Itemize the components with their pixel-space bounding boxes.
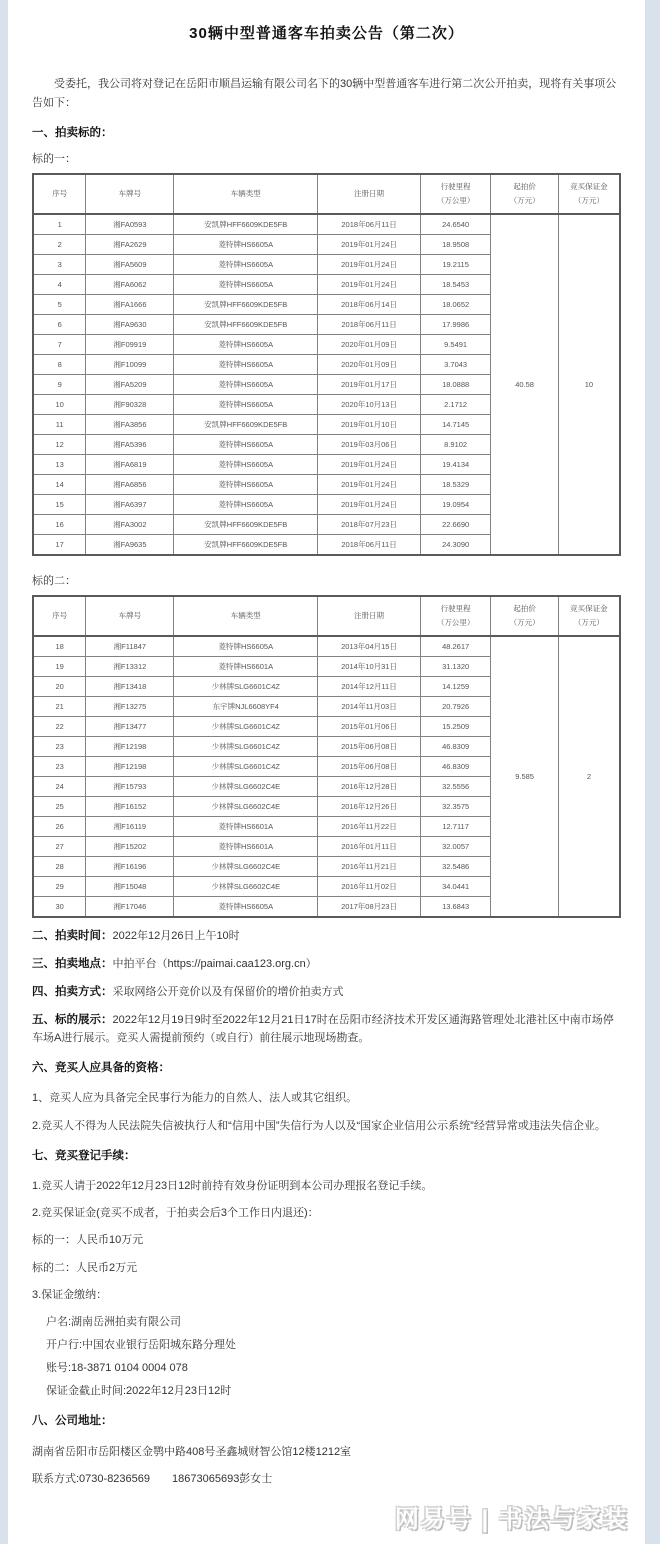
paragraph-text: 1.竞买人请于2022年12月23日12时前持有效身份证明到本公司办理报名登记手续。 xyxy=(32,1180,433,1193)
cell-reg-date: 2019年01月24日 xyxy=(318,495,421,515)
cell-mileage: 19.0954 xyxy=(420,495,490,515)
cell-no: 4 xyxy=(33,275,86,295)
cell-no: 7 xyxy=(33,335,86,355)
paragraph-text: 采取网络公开竞价以及有保留价的增价拍卖方式 xyxy=(112,986,344,998)
cell-reg-date: 2014年10月31日 xyxy=(318,657,421,677)
cell-model: 菱特牌HS6605A xyxy=(174,455,318,475)
paragraph-text: 标的一：人民币10万元 xyxy=(32,1234,144,1247)
paragraph-text: 中拍平台（https://paimai.caa123.org.cn） xyxy=(112,958,317,971)
cell-reg-date: 2019年01月24日 xyxy=(318,475,421,495)
paragraph-text: 账号:18-3871 0104 0004 078 xyxy=(46,1361,188,1374)
announcement-page xyxy=(8,0,645,1544)
body-paragraph xyxy=(32,1260,621,1277)
cell-mileage: 24.6540 xyxy=(420,214,490,235)
paragraph-text: 2022年12月26日上午10时 xyxy=(112,930,240,943)
cell-reg-date: 2015年06月08日 xyxy=(318,757,421,777)
cell-plate: 湘F16196 xyxy=(86,857,174,877)
cell-model: 安凯牌HFF6609KDE5FB xyxy=(174,535,318,556)
cell-mileage: 24.3090 xyxy=(420,535,490,556)
cell-model: 菱特牌HS6601A xyxy=(174,817,318,837)
cell-model: 菱特牌HS6605A xyxy=(174,495,318,515)
cell-plate: 湘F13477 xyxy=(86,717,174,737)
cell-no: 21 xyxy=(33,697,86,717)
cell-no: 19 xyxy=(33,657,86,677)
cell-plate: 湘FA2629 xyxy=(86,235,174,255)
paragraph-label: 四、拍卖方式： xyxy=(32,986,113,998)
cell-no: 11 xyxy=(33,415,86,435)
cell-no: 27 xyxy=(33,837,86,857)
cell-reg-date: 2019年03月06日 xyxy=(318,435,421,455)
cell-no: 10 xyxy=(33,395,86,415)
cell-reg-date: 2016年12月28日 xyxy=(318,777,421,797)
cell-model: 少林牌SLG6601C4Z xyxy=(174,737,318,757)
body-paragraph xyxy=(32,956,621,974)
lot1-vehicle-table xyxy=(32,173,621,556)
cell-reg-date: 2018年06月11日 xyxy=(318,315,421,335)
cell-reg-date: 2019年01月10日 xyxy=(318,415,421,435)
cell-plate: 湘FA9635 xyxy=(86,535,174,556)
cell-no: 1 xyxy=(33,214,86,235)
col-header-deposit: 竞买保证金 （万元） xyxy=(558,596,620,636)
body-paragraph xyxy=(46,1337,621,1354)
body-paragraph xyxy=(32,1232,621,1249)
cell-mileage: 19.2115 xyxy=(420,255,490,275)
paragraph-label: 六、竞买人应具备的资格： xyxy=(32,1061,170,1074)
cell-mileage: 18.5329 xyxy=(420,475,490,495)
cell-mileage: 32.3575 xyxy=(420,797,490,817)
cell-mileage: 8.9102 xyxy=(420,435,490,455)
body-paragraph xyxy=(46,1314,621,1331)
cell-plate: 湘F13418 xyxy=(86,677,174,697)
col-header-reg-date: 注册日期 xyxy=(318,174,421,214)
section-heading xyxy=(32,1148,621,1166)
cell-reg-date: 2016年11月02日 xyxy=(318,877,421,897)
paragraph-text: 2022年12月19日9时至2022年12月21日17时在岳阳市经济技术开发区通海路管理处北港社区中南市场停车场A进行展示。竞买人需提前预约（或自行）前往展示地现场勘查。 xyxy=(32,1013,614,1044)
cell-no: 22 xyxy=(33,717,86,737)
cell-plate: 湘FA6397 xyxy=(86,495,174,515)
cell-plate: 湘F15048 xyxy=(86,877,174,897)
paragraph-label: 七、竞买登记手续： xyxy=(32,1149,136,1162)
cell-mileage: 12.7117 xyxy=(420,817,490,837)
paragraph-text: 保证金截止时间:2022年12月23日12时 xyxy=(46,1384,232,1397)
body-paragraph xyxy=(46,1360,621,1377)
cell-mileage: 3.7043 xyxy=(420,355,490,375)
cell-model: 少林牌SLG6602C4E xyxy=(174,857,318,877)
cell-reg-date: 2017年08月23日 xyxy=(318,897,421,918)
cell-no: 20 xyxy=(33,677,86,697)
body-paragraph xyxy=(32,1287,621,1304)
cell-model: 菱特牌HS6605A xyxy=(174,395,318,415)
cell-model: 安凯牌HFF6609KDE5FB xyxy=(174,515,318,535)
cell-no: 2 xyxy=(33,235,86,255)
vehicle-row xyxy=(33,636,620,657)
cell-reg-date: 2018年06月11日 xyxy=(318,535,421,556)
body-paragraph xyxy=(32,1471,621,1488)
cell-mileage: 14.1259 xyxy=(420,677,490,697)
cell-no: 6 xyxy=(33,315,86,335)
cell-no: 30 xyxy=(33,897,86,918)
cell-mileage: 46.8309 xyxy=(420,757,490,777)
cell-no: 18 xyxy=(33,636,86,657)
cell-model: 菱特牌HS6605A xyxy=(174,275,318,295)
cell-model: 东宇牌NJL6608YF4 xyxy=(174,697,318,717)
cell-reg-date: 2019年01月24日 xyxy=(318,275,421,295)
paragraph-text: 标的二：人民币2万元 xyxy=(32,1261,138,1274)
cell-model: 安凯牌HFF6609KDE5FB xyxy=(174,315,318,335)
cell-model: 安凯牌HFF6609KDE5FB xyxy=(174,214,318,235)
cell-plate: 湘FA5609 xyxy=(86,255,174,275)
body-paragraph xyxy=(32,1118,621,1135)
cell-model: 菱特牌HS6605A xyxy=(174,897,318,918)
cell-model: 菱特牌HS6605A xyxy=(174,355,318,375)
paragraph-text: 户名:湖南岳洲拍卖有限公司 xyxy=(46,1315,182,1328)
cell-plate: 湘FA5396 xyxy=(86,435,174,455)
col-header-mileage: 行驶里程 （万公里） xyxy=(420,174,490,214)
cell-no: 16 xyxy=(33,515,86,535)
cell-reg-date: 2014年11月03日 xyxy=(318,697,421,717)
cell-reg-date: 2019年01月24日 xyxy=(318,255,421,275)
paragraph-label: 五、标的展示： xyxy=(32,1013,113,1026)
cell-mileage: 9.5491 xyxy=(420,335,490,355)
table-header-row xyxy=(33,174,620,214)
cell-plate: 湘FA6062 xyxy=(86,275,174,295)
col-header-mileage: 行驶里程 （万公里） xyxy=(420,596,490,636)
cell-mileage: 18.0888 xyxy=(420,375,490,395)
lot1-label: 标的一： xyxy=(32,153,76,166)
body-paragraph xyxy=(32,1205,621,1222)
cell-plate: 湘F15202 xyxy=(86,837,174,857)
cell-plate: 湘FA1666 xyxy=(86,295,174,315)
body-paragraph xyxy=(32,1090,621,1107)
col-header-model: 车辆类型 xyxy=(174,596,318,636)
body-paragraph xyxy=(32,1178,621,1195)
lot2-vehicle-table xyxy=(32,595,621,918)
section-heading xyxy=(32,1413,621,1431)
cell-reg-date: 2018年06月11日 xyxy=(318,214,421,235)
paragraph-text: 3.保证金缴纳： xyxy=(32,1288,108,1301)
cell-no: 13 xyxy=(33,455,86,475)
cell-model: 少林牌SLG6602C4E xyxy=(174,777,318,797)
cell-reg-date: 2016年11月22日 xyxy=(318,817,421,837)
lot2-label: 标的二： xyxy=(32,575,76,588)
cell-mileage: 15.2509 xyxy=(420,717,490,737)
cell-mileage: 20.7926 xyxy=(420,697,490,717)
col-header-model: 车辆类型 xyxy=(174,174,318,214)
col-header-deposit: 竞买保证金 （万元） xyxy=(558,174,620,214)
paragraph-text: 1、竞买人应为具备完全民事行为能力的自然人、法人或其它组织。 xyxy=(32,1092,358,1105)
col-header-no: 序号 xyxy=(33,596,86,636)
cell-start-price: 40.58 xyxy=(491,214,559,555)
cell-model: 安凯牌HFF6609KDE5FB xyxy=(174,295,318,315)
cell-reg-date: 2016年01月11日 xyxy=(318,837,421,857)
cell-mileage: 18.5453 xyxy=(420,275,490,295)
cell-mileage: 48.2617 xyxy=(420,636,490,657)
cell-plate: 湘F11847 xyxy=(86,636,174,657)
col-header-plate: 车牌号 xyxy=(86,596,174,636)
section-auction-targets-heading: 一、拍卖标的： xyxy=(32,127,113,140)
intro-paragraph: 受委托，我公司将对登记在岳阳市顺昌运输有限公司名下的30辆中型普通客车进行第二次公开拍卖，现将有关事项公告如下： xyxy=(32,78,617,109)
cell-plate: 湘F17046 xyxy=(86,897,174,918)
cell-no: 9 xyxy=(33,375,86,395)
col-header-no: 序号 xyxy=(33,174,86,214)
cell-mileage: 19.4134 xyxy=(420,455,490,475)
body-paragraph xyxy=(32,1012,621,1047)
cell-model: 菱特牌HS6605A xyxy=(174,375,318,395)
cell-reg-date: 2018年07月23日 xyxy=(318,515,421,535)
cell-reg-date: 2019年01月24日 xyxy=(318,455,421,475)
cell-no: 3 xyxy=(33,255,86,275)
cell-model: 少林牌SLG6602C4E xyxy=(174,877,318,897)
cell-no: 12 xyxy=(33,435,86,455)
body-paragraph xyxy=(32,1444,621,1461)
cell-mileage: 2.1712 xyxy=(420,395,490,415)
paragraph-text: 湖南省岳阳市岳阳楼区金鹗中路408号圣鑫城财智公馆12楼1212室 xyxy=(32,1445,352,1458)
cell-no: 14 xyxy=(33,475,86,495)
cell-no: 25 xyxy=(33,797,86,817)
section-heading xyxy=(32,1060,621,1078)
cell-plate: 湘FA5209 xyxy=(86,375,174,395)
cell-model: 少林牌SLG6601C4Z xyxy=(174,677,318,697)
cell-plate: 湘F09919 xyxy=(86,335,174,355)
cell-deposit: 10 xyxy=(558,214,620,555)
cell-model: 菱特牌HS6605A xyxy=(174,235,318,255)
cell-mileage: 18.0652 xyxy=(420,295,490,315)
watermark: 网易号 | 书法与家装 xyxy=(394,1505,629,1533)
cell-plate: 湘F13312 xyxy=(86,657,174,677)
cell-start-price: 9.585 xyxy=(491,636,559,917)
page-title: 30辆中型普通客车拍卖公告（第二次） xyxy=(189,25,464,42)
cell-model: 少林牌SLG6602C4E xyxy=(174,797,318,817)
col-header-reg-date: 注册日期 xyxy=(318,596,421,636)
cell-model: 菱特牌HS6605A xyxy=(174,255,318,275)
cell-reg-date: 2019年01月24日 xyxy=(318,235,421,255)
cell-reg-date: 2013年04月15日 xyxy=(318,636,421,657)
cell-reg-date: 2016年11月21日 xyxy=(318,857,421,877)
cell-no: 26 xyxy=(33,817,86,837)
cell-reg-date: 2014年12月11日 xyxy=(318,677,421,697)
cell-no: 23 xyxy=(33,757,86,777)
cell-model: 菱特牌HS6605A xyxy=(174,636,318,657)
body-paragraph xyxy=(46,1383,621,1400)
cell-reg-date: 2020年01月09日 xyxy=(318,355,421,375)
cell-plate: 湘FA0593 xyxy=(86,214,174,235)
cell-mileage: 31.1320 xyxy=(420,657,490,677)
paragraph-text: 2.竞买保证金(竞买不成者，于拍卖会后3个工作日内退还)： xyxy=(32,1207,319,1220)
col-header-plate: 车牌号 xyxy=(86,174,174,214)
paragraph-text: 联系方式:0730-8236569 18673065693彭女士 xyxy=(32,1472,273,1485)
cell-mileage: 17.9986 xyxy=(420,315,490,335)
cell-no: 24 xyxy=(33,777,86,797)
cell-reg-date: 2019年01月17日 xyxy=(318,375,421,395)
cell-mileage: 18.9508 xyxy=(420,235,490,255)
cell-model: 菱特牌HS6605A xyxy=(174,335,318,355)
paragraph-text: 2.竞买人不得为人民法院失信被执行人和“信用中国”失信行为人以及“国家企业信用公示系统”经营异常或违法失信企业。 xyxy=(32,1119,606,1132)
cell-plate: 湘F90328 xyxy=(86,395,174,415)
col-header-start-price: 起拍价 （万元） xyxy=(491,174,559,214)
col-header-start-price: 起拍价 （万元） xyxy=(491,596,559,636)
cell-plate: 湘F16119 xyxy=(86,817,174,837)
cell-model: 少林牌SLG6601C4Z xyxy=(174,717,318,737)
cell-model: 安凯牌HFF6609KDE5FB xyxy=(174,415,318,435)
cell-plate: 湘FA6856 xyxy=(86,475,174,495)
cell-reg-date: 2015年06月08日 xyxy=(318,737,421,757)
body-paragraph xyxy=(32,928,621,946)
cell-mileage: 34.0441 xyxy=(420,877,490,897)
cell-mileage: 22.6690 xyxy=(420,515,490,535)
cell-plate: 湘FA3002 xyxy=(86,515,174,535)
cell-plate: 湘F10099 xyxy=(86,355,174,375)
cell-no: 23 xyxy=(33,737,86,757)
cell-mileage: 32.5486 xyxy=(420,857,490,877)
cell-no: 15 xyxy=(33,495,86,515)
cell-plate: 湘FA6819 xyxy=(86,455,174,475)
cell-deposit: 2 xyxy=(558,636,620,917)
cell-reg-date: 2020年10月13日 xyxy=(318,395,421,415)
table-header-row xyxy=(33,596,620,636)
cell-no: 17 xyxy=(33,535,86,556)
cell-mileage: 14.7145 xyxy=(420,415,490,435)
paragraph-text: 开户行:中国农业银行岳阳城东路分理处 xyxy=(46,1338,237,1351)
cell-plate: 湘F16152 xyxy=(86,797,174,817)
paragraph-label: 八、公司地址： xyxy=(32,1414,113,1427)
cell-no: 8 xyxy=(33,355,86,375)
cell-mileage: 32.5556 xyxy=(420,777,490,797)
cell-plate: 湘F15793 xyxy=(86,777,174,797)
cell-mileage: 13.6843 xyxy=(420,897,490,918)
vehicle-row xyxy=(33,214,620,235)
cell-reg-date: 2016年12月26日 xyxy=(318,797,421,817)
cell-reg-date: 2018年06月14日 xyxy=(318,295,421,315)
cell-plate: 湘F12198 xyxy=(86,737,174,757)
paragraph-label: 二、拍卖时间： xyxy=(32,930,113,943)
cell-plate: 湘FA9630 xyxy=(86,315,174,335)
cell-no: 29 xyxy=(33,877,86,897)
cell-model: 菱特牌HS6601A xyxy=(174,657,318,677)
body-paragraph xyxy=(32,984,621,1002)
cell-no: 5 xyxy=(33,295,86,315)
cell-plate: 湘F12198 xyxy=(86,757,174,777)
cell-model: 少林牌SLG6601C4Z xyxy=(174,757,318,777)
cell-no: 28 xyxy=(33,857,86,877)
announcement-body xyxy=(32,928,621,1487)
cell-mileage: 46.8309 xyxy=(420,737,490,757)
cell-model: 菱特牌HS6605A xyxy=(174,435,318,455)
cell-plate: 湘F13275 xyxy=(86,697,174,717)
paragraph-label: 三、拍卖地点： xyxy=(32,958,113,971)
cell-reg-date: 2015年01月06日 xyxy=(318,717,421,737)
cell-plate: 湘FA3856 xyxy=(86,415,174,435)
cell-model: 菱特牌HS6605A xyxy=(174,475,318,495)
cell-mileage: 32.0057 xyxy=(420,837,490,857)
cell-model: 菱特牌HS6601A xyxy=(174,837,318,857)
cell-reg-date: 2020年01月09日 xyxy=(318,335,421,355)
